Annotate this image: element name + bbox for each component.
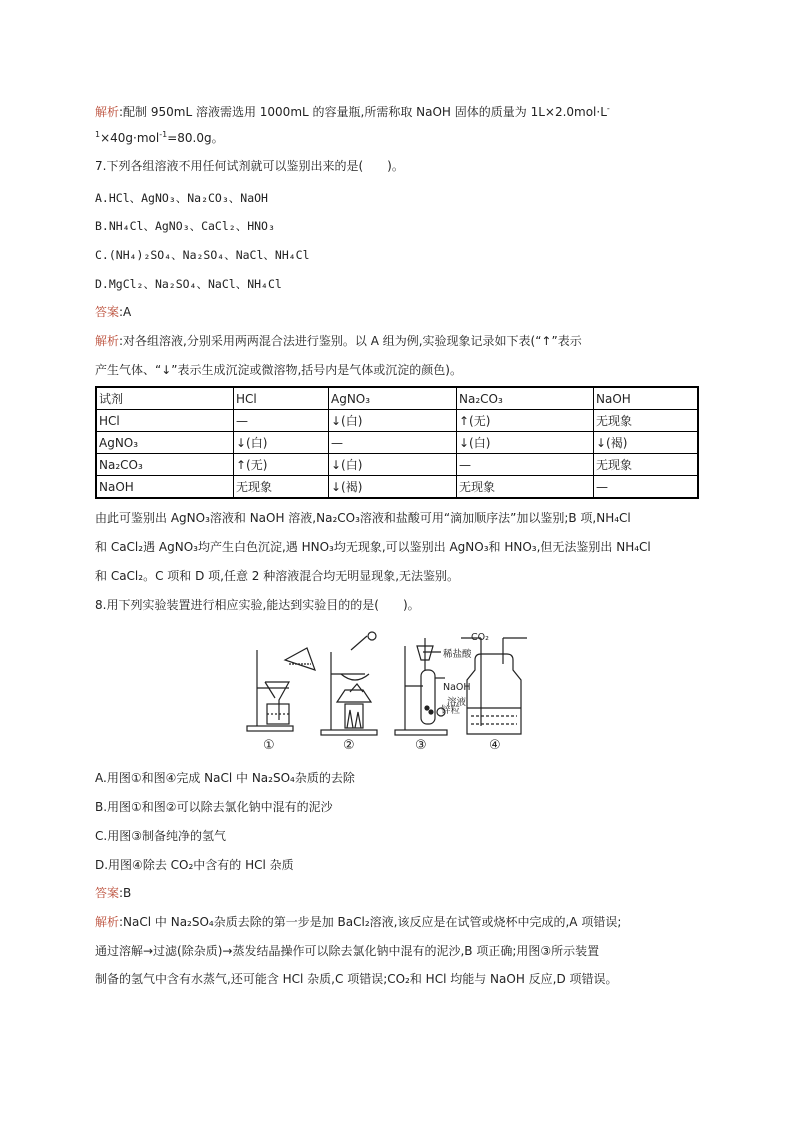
table-cell: AgNO₃: [96, 432, 234, 454]
q8-explanation-line3: 制备的氢气中含有水蒸气,还可能含 HCl 杂质,C 项错误;CO₂和 HCl 均能与 NaOH 反应,D 项错误。: [95, 972, 618, 986]
table-row: [96, 454, 698, 476]
q7-conclusion-line3: 和 CaCl₂。C 项和 D 项,任意 2 种溶液混合均无明显现象,无法鉴别。: [95, 569, 460, 583]
gas-generation-apparatus: [395, 638, 447, 735]
filtration-apparatus: [247, 648, 315, 731]
q7-conclusion-line2: 和 CaCl₂遇 AgNO₃均产生白色沉淀,遇 HNO₃均无现象,可以鉴别出 AgNO₃和 HNO₃,但无法鉴别出 NH₄Cl: [95, 540, 651, 554]
q7-explanation-line2: 产生气体、“↓”表示生成沉淀或微溶物,括号内是气体或沉淀的颜色)。: [95, 363, 462, 377]
q8-option-b: B.用图①和图②可以除去氯化钠中混有的泥沙: [95, 800, 333, 814]
explanation-label: 解析: [95, 105, 120, 119]
q8-option-c: C.用图③制备纯净的氢气: [95, 829, 226, 843]
table-cell: 无现象: [234, 476, 329, 499]
q6-explanation-line1: [95, 104, 610, 120]
table-cell: ↓(白): [329, 454, 457, 476]
q8-option-d: D.用图④除去 CO₂中含有的 HCl 杂质: [95, 858, 294, 872]
q6-sup-minus: -: [606, 104, 610, 113]
q7-option-b: B.NH₄Cl、AgNO₃、CaCl₂、HNO₃: [95, 219, 275, 233]
q6-explanation-text-1: :配制 950mL 溶液需选用 1000mL 的容量瓶,所需称取 NaOH 固体的质量为 1L×2.0mol·L: [119, 105, 607, 119]
table-header-cell: AgNO₃: [329, 387, 457, 410]
table-header-cell: Na₂CO₃: [457, 387, 594, 410]
q7-explanation-text-1: :对各组溶液,分别采用两两混合法进行鉴别。以 A 组为例,实验现象记录如下表(“↑”表示: [119, 334, 582, 348]
q6-explanation-text-2: ×40g·mol: [100, 131, 160, 145]
q7-answer-value: :A: [119, 305, 132, 319]
table-cell: HCl: [96, 410, 234, 432]
figure-number-2: ②: [343, 738, 355, 753]
q8-answer-value: :B: [119, 886, 132, 900]
q6-explanation-text-3: =80.0g。: [167, 131, 224, 145]
table-cell: —: [234, 410, 329, 432]
q6-explanation-line2: [95, 130, 224, 146]
table-cell: 无现象: [457, 476, 594, 499]
table-cell: Na₂CO₃: [96, 454, 234, 476]
label-dilute-hcl: 稀盐酸: [443, 649, 472, 660]
table-cell: ↑(无): [234, 454, 329, 476]
q7-option-a: A.HCl、AgNO₃、Na₂CO₃、NaOH: [95, 191, 268, 205]
table-cell: ↑(无): [457, 410, 594, 432]
answer-label: 答案: [95, 305, 120, 319]
figure-number-4: ④: [489, 738, 501, 753]
q8-stem: 8.用下列实验装置进行相应实验,能达到实验目的的是( )。: [95, 598, 420, 612]
q7-option-c: C.(NH₄)₂SO₄、Na₂SO₄、NaCl、NH₄Cl: [95, 248, 310, 262]
label-solution: 溶液: [447, 697, 467, 708]
table-row: [96, 476, 698, 499]
table-row: [96, 410, 698, 432]
answer-label: 答案: [95, 886, 120, 900]
label-zinc: 锌粒: [441, 705, 461, 716]
q8-option-a: A.用图①和图④完成 NaCl 中 Na₂SO₄杂质的去除: [95, 771, 355, 785]
figure-number-3: ③: [415, 738, 427, 753]
table-header-row: [96, 387, 698, 410]
table-cell: ↓(白): [234, 432, 329, 454]
table-row: [96, 432, 698, 454]
table-cell: ↓(白): [329, 410, 457, 432]
q7-conclusion-line1: 由此可鉴别出 AgNO₃溶液和 NaOH 溶液,Na₂CO₃溶液和盐酸可用“滴加顺序法”加以鉴别;B 项,NH₄Cl: [95, 511, 631, 525]
figure-number-1: ①: [263, 738, 275, 753]
q7-stem: 7.下列各组溶液不用任何试剂就可以鉴别出来的是( )。: [95, 159, 404, 173]
table-cell: ↓(褐): [594, 432, 699, 454]
table-cell: 无现象: [594, 410, 699, 432]
table-cell: —: [457, 454, 594, 476]
table-cell: —: [329, 432, 457, 454]
q8-answer: [95, 885, 131, 901]
table-cell: —: [594, 476, 699, 499]
table-cell: NaOH: [96, 476, 234, 499]
observation-table: [95, 386, 699, 499]
table-header-cell: HCl: [234, 387, 329, 410]
label-naoh: NaOH: [443, 682, 471, 693]
label-co2: CO₂: [471, 632, 489, 643]
apparatus-figure: [245, 630, 545, 758]
table-cell: ↓(褐): [329, 476, 457, 499]
q7-option-d: D.MgCl₂、Na₂SO₄、NaCl、NH₄Cl: [95, 277, 282, 291]
q8-explanation-text-1: :NaCl 中 Na₂SO₄杂质去除的第一步是加 BaCl₂溶液,该反应是在试管或烧杯中完成的,A 项错误;: [119, 915, 622, 929]
table-header-cell: 试剂: [96, 387, 234, 410]
table-cell: 无现象: [594, 454, 699, 476]
q7-answer: [95, 304, 131, 320]
table-cell: ↓(白): [457, 432, 594, 454]
q7-explanation-line1: [95, 333, 582, 349]
explanation-label: 解析: [95, 334, 120, 348]
evaporation-apparatus: [321, 632, 377, 735]
table-header-cell: NaOH: [594, 387, 699, 410]
q6-sup-minus1: -1: [159, 130, 168, 139]
q8-explanation-line2: 通过溶解→过滤(除杂质)→蒸发结晶操作可以除去氯化钠中混有的泥沙,B 项正确;用图③所示装置: [95, 944, 600, 958]
explanation-label: 解析: [95, 915, 120, 929]
q8-explanation-line1: [95, 914, 621, 930]
q6-sup-1: 1: [95, 130, 101, 139]
